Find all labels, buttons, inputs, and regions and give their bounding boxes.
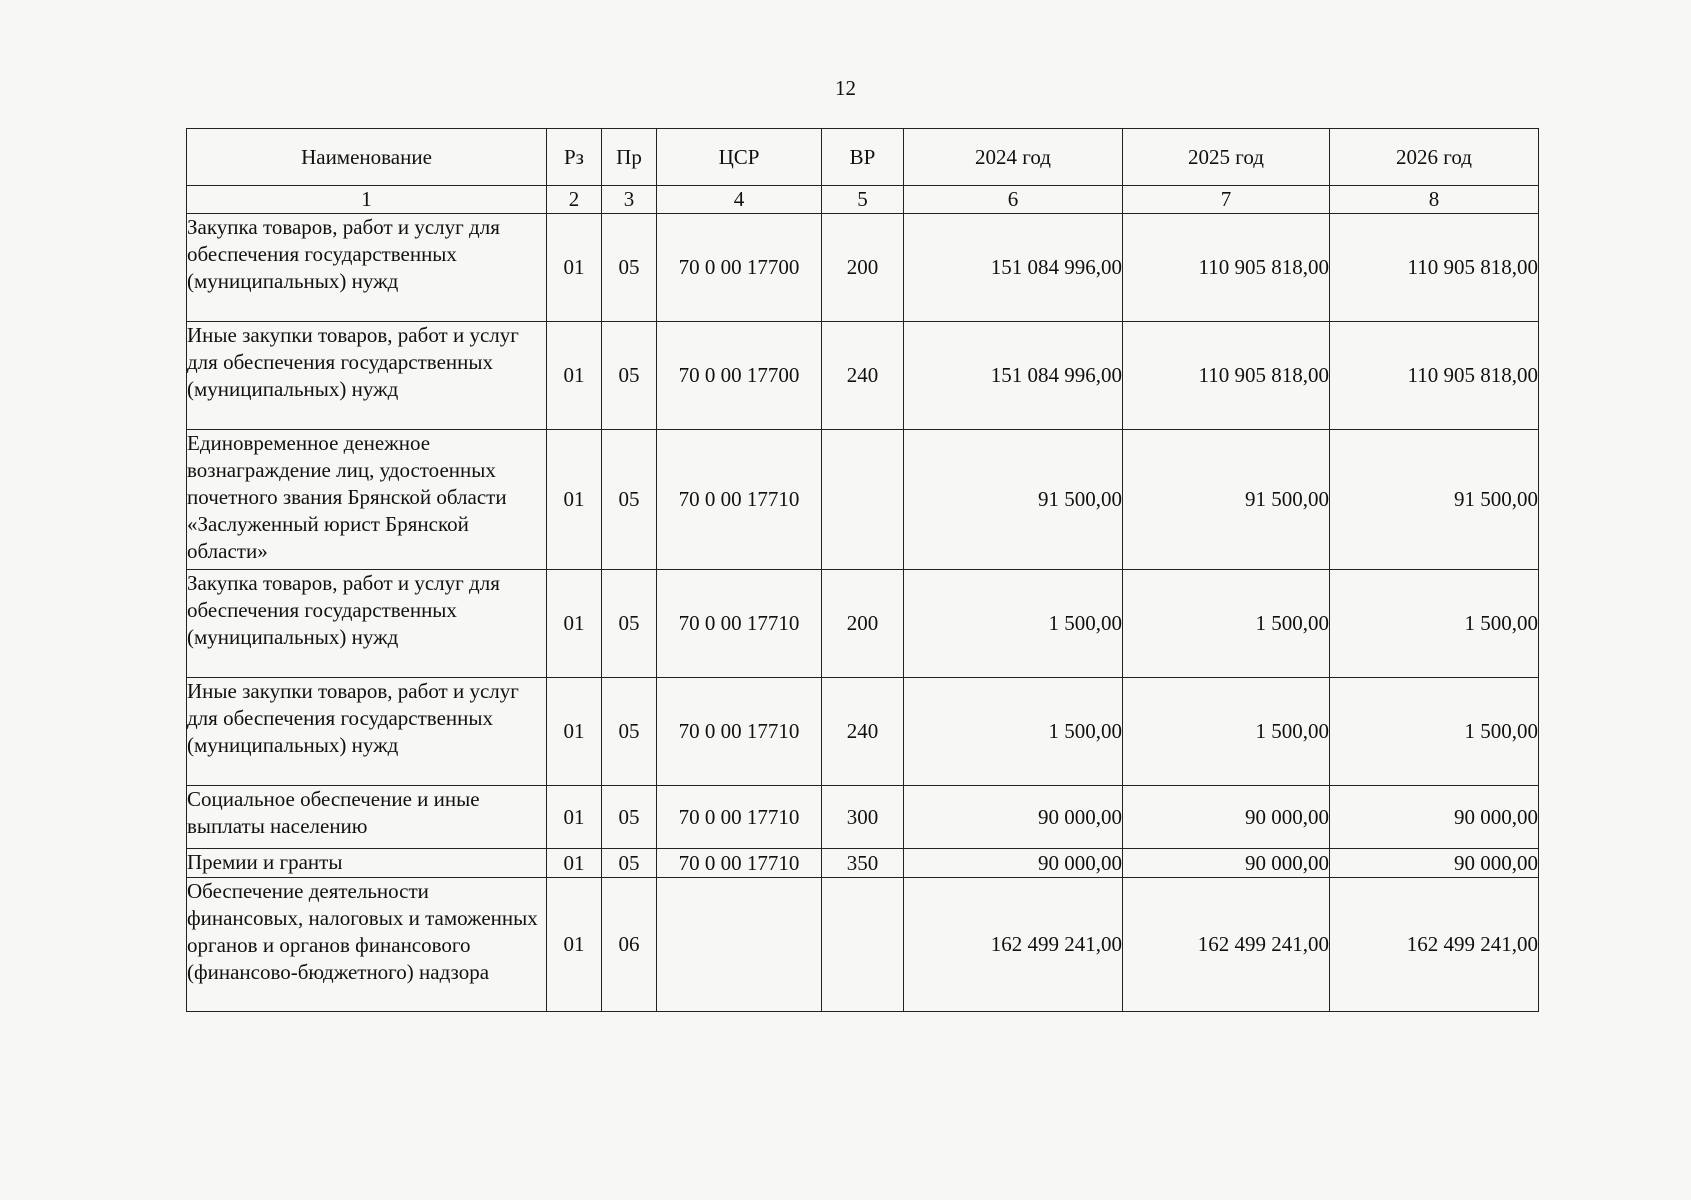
row-name: Иные закупки товаров, работ и услуг для обеспечения государственных (муниципальных) нужд <box>187 678 547 786</box>
column-number: 7 <box>1123 186 1330 214</box>
row-amount-2026: 90 000,00 <box>1330 786 1539 849</box>
row-amount-2024: 1 500,00 <box>904 678 1123 786</box>
row-rz: 01 <box>547 786 602 849</box>
row-amount-2025: 1 500,00 <box>1123 570 1330 678</box>
row-name: Обеспечение деятельности финансовых, налоговых и таможенных органов и органов финансового (финансово-бюджетного) надзора <box>187 878 547 1012</box>
row-amount-2026: 162 499 241,00 <box>1330 878 1539 1012</box>
row-rz: 01 <box>547 570 602 678</box>
table-row <box>187 214 1539 322</box>
row-vr: 200 <box>822 214 904 322</box>
row-name: Единовременное денежное вознаграждение лиц, удостоенных почетного звания Брянской области «Заслуженный юрист Брянской области» <box>187 430 547 570</box>
budget-table <box>186 128 1539 1012</box>
row-csr: 70 0 00 17710 <box>657 570 822 678</box>
row-pr: 05 <box>602 214 657 322</box>
row-rz: 01 <box>547 322 602 430</box>
row-pr: 05 <box>602 322 657 430</box>
row-amount-2024: 151 084 996,00 <box>904 214 1123 322</box>
row-vr <box>822 878 904 1012</box>
row-pr: 05 <box>602 678 657 786</box>
table-row <box>187 570 1539 678</box>
row-rz: 01 <box>547 878 602 1012</box>
row-pr: 06 <box>602 878 657 1012</box>
row-csr: 70 0 00 17710 <box>657 430 822 570</box>
row-amount-2024: 90 000,00 <box>904 786 1123 849</box>
row-pr: 05 <box>602 570 657 678</box>
column-number: 6 <box>904 186 1123 214</box>
table-row <box>187 849 1539 878</box>
row-amount-2025: 90 000,00 <box>1123 786 1330 849</box>
column-number: 2 <box>547 186 602 214</box>
header-vr: ВР <box>822 129 904 186</box>
row-amount-2024: 1 500,00 <box>904 570 1123 678</box>
column-number: 3 <box>602 186 657 214</box>
row-csr: 70 0 00 17710 <box>657 678 822 786</box>
column-number: 5 <box>822 186 904 214</box>
row-amount-2024: 91 500,00 <box>904 430 1123 570</box>
header-name: Наименование <box>187 129 547 186</box>
row-pr: 05 <box>602 849 657 878</box>
header-csr: ЦСР <box>657 129 822 186</box>
table-row <box>187 786 1539 849</box>
row-vr: 240 <box>822 322 904 430</box>
row-amount-2025: 110 905 818,00 <box>1123 214 1330 322</box>
header-rz: Рз <box>547 129 602 186</box>
row-csr <box>657 878 822 1012</box>
row-amount-2026: 110 905 818,00 <box>1330 322 1539 430</box>
column-number-row <box>187 186 1539 214</box>
column-number: 4 <box>657 186 822 214</box>
row-amount-2024: 162 499 241,00 <box>904 878 1123 1012</box>
row-amount-2026: 91 500,00 <box>1330 430 1539 570</box>
row-amount-2025: 110 905 818,00 <box>1123 322 1330 430</box>
row-amount-2024: 90 000,00 <box>904 849 1123 878</box>
row-rz: 01 <box>547 849 602 878</box>
page-number: 12 <box>835 76 856 100</box>
table-row <box>187 430 1539 570</box>
row-name: Закупка товаров, работ и услуг для обеспечения государственных (муниципальных) нужд <box>187 570 547 678</box>
table-row <box>187 322 1539 430</box>
header-row <box>187 129 1539 186</box>
row-vr: 350 <box>822 849 904 878</box>
row-vr: 300 <box>822 786 904 849</box>
row-name: Социальное обеспечение и иные выплаты населению <box>187 786 547 849</box>
row-rz: 01 <box>547 430 602 570</box>
header-2024: 2024 год <box>904 129 1123 186</box>
row-amount-2026: 1 500,00 <box>1330 678 1539 786</box>
row-name: Иные закупки товаров, работ и услуг для обеспечения государственных (муниципальных) нужд <box>187 322 547 430</box>
row-vr: 240 <box>822 678 904 786</box>
row-rz: 01 <box>547 678 602 786</box>
row-csr: 70 0 00 17700 <box>657 322 822 430</box>
row-amount-2025: 91 500,00 <box>1123 430 1330 570</box>
header-2026: 2026 год <box>1330 129 1539 186</box>
header-pr: Пр <box>602 129 657 186</box>
row-amount-2026: 90 000,00 <box>1330 849 1539 878</box>
header-2025: 2025 год <box>1123 129 1330 186</box>
row-amount-2026: 110 905 818,00 <box>1330 214 1539 322</box>
column-number: 1 <box>187 186 547 214</box>
row-amount-2025: 162 499 241,00 <box>1123 878 1330 1012</box>
row-amount-2024: 151 084 996,00 <box>904 322 1123 430</box>
row-amount-2026: 1 500,00 <box>1330 570 1539 678</box>
row-csr: 70 0 00 17710 <box>657 786 822 849</box>
row-name: Премии и гранты <box>187 849 547 878</box>
row-amount-2025: 90 000,00 <box>1123 849 1330 878</box>
row-vr <box>822 430 904 570</box>
table-row <box>187 878 1539 1012</box>
column-number: 8 <box>1330 186 1539 214</box>
row-csr: 70 0 00 17700 <box>657 214 822 322</box>
row-pr: 05 <box>602 430 657 570</box>
row-pr: 05 <box>602 786 657 849</box>
row-rz: 01 <box>547 214 602 322</box>
row-vr: 200 <box>822 570 904 678</box>
row-name: Закупка товаров, работ и услуг для обеспечения государственных (муниципальных) нужд <box>187 214 547 322</box>
table-row <box>187 678 1539 786</box>
row-amount-2025: 1 500,00 <box>1123 678 1330 786</box>
row-csr: 70 0 00 17710 <box>657 849 822 878</box>
